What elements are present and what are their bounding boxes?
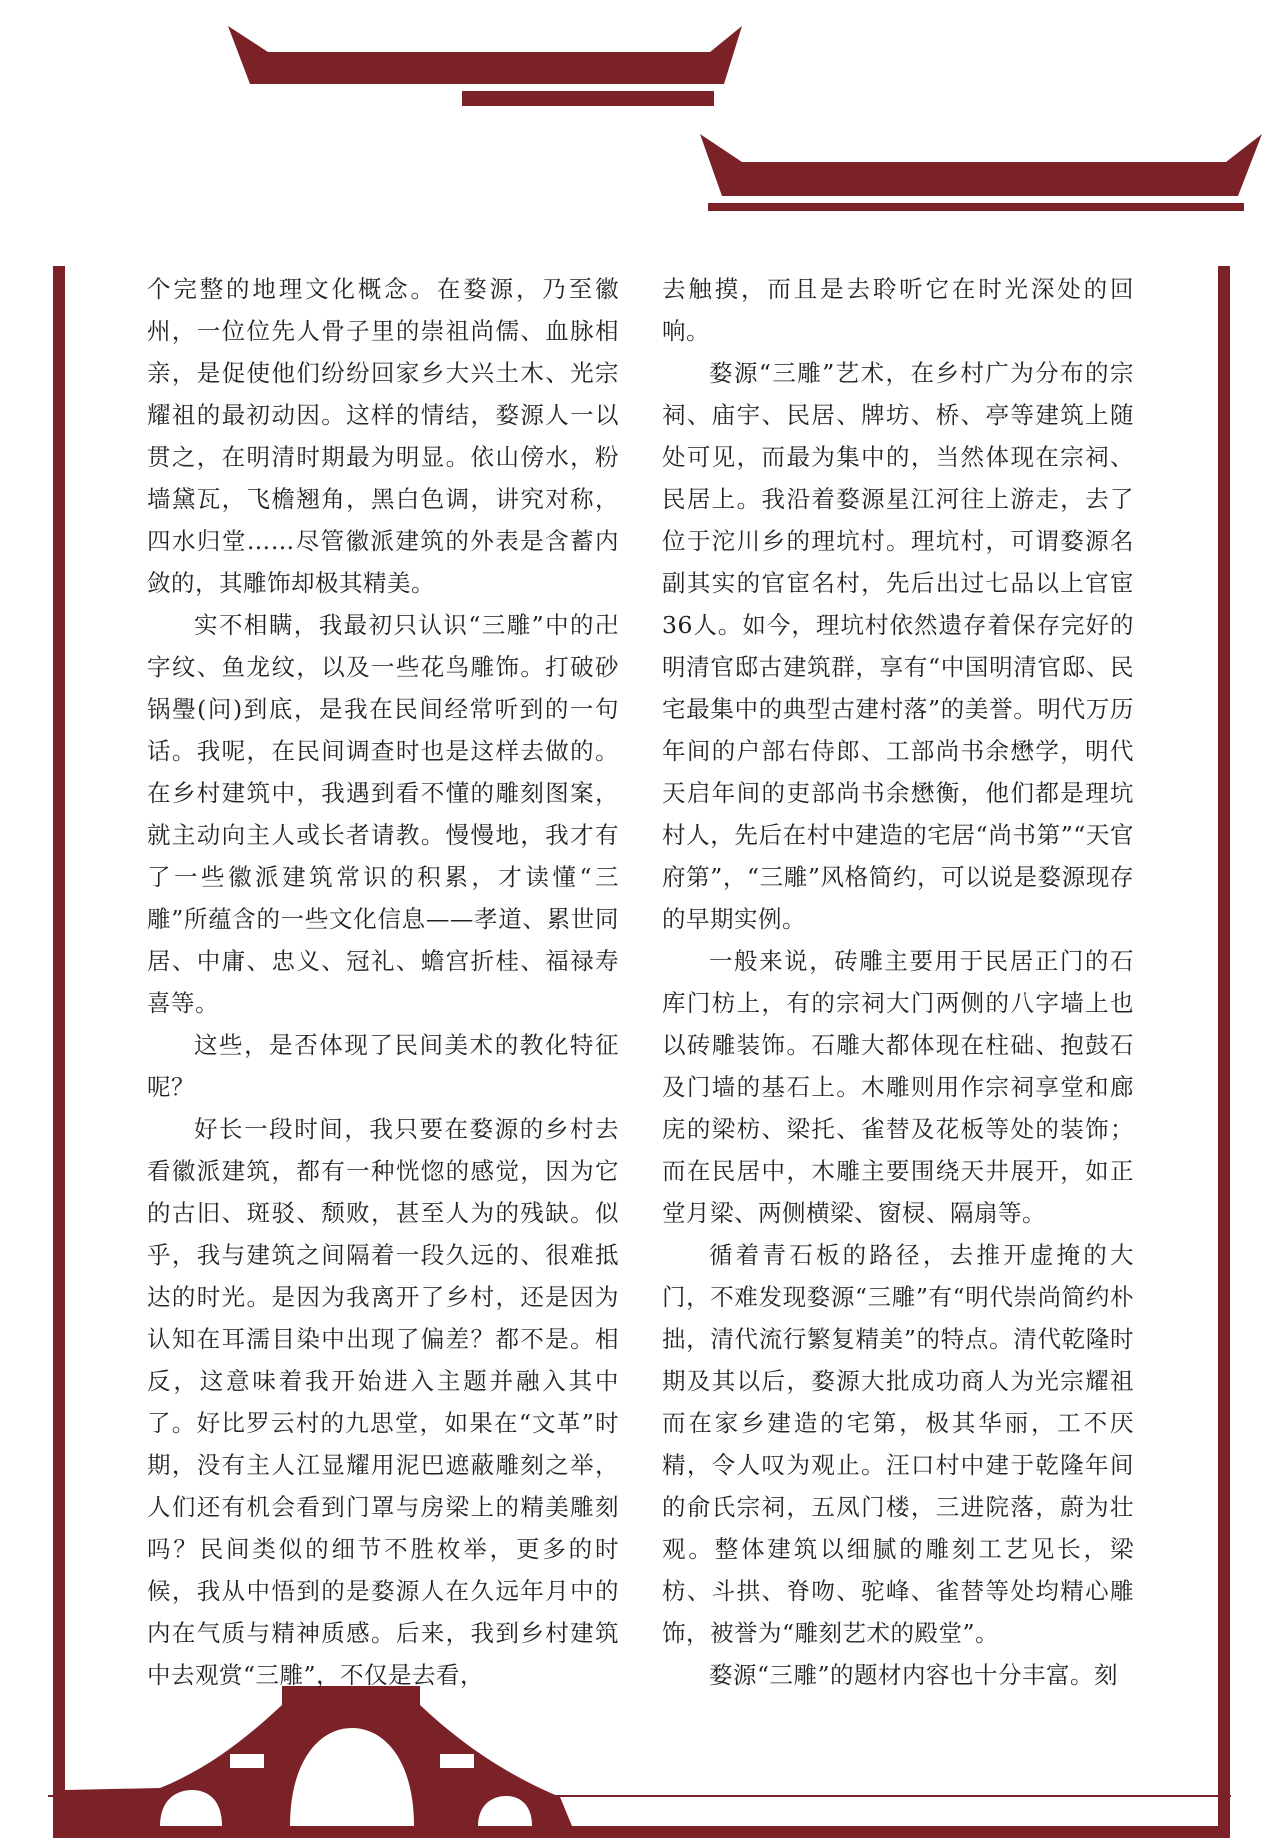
paragraph: 好长一段时间，我只要在婺源的乡村去看徽派建筑，都有一种恍惚的感觉，因为它的古旧、斑驳、颓败，甚至人为的残缺。似乎，我与建筑之间隔着一段久远的、很难抵达的时光。是因为我离开了乡村，还是因为认知在耳濡目染中出现了偏差？都不是。相反，这意味着我开始进入主题并融入其中了。好比罗云村的九思堂，如果在“文革”时期，没有主人江显耀用泥巴遮蔽雕刻之举，人们还有机会看到门罩与房梁上的精美雕刻吗？民间类似的细节不胜枚举，更多的时候，我从中悟到的是婺源人在久远年月中的内在气质与精神质感。后来，我到乡村建筑中去观赏“三雕”，不仅是去看， (147, 1115, 619, 1689)
paragraph: 个完整的地理文化概念。在婺源，乃至徽州，一位位先人骨子里的崇祖尚儒、血脉相亲，是促使他们纷纷回家乡大兴土木、光宗耀祖的最初动因。这样的情结，婺源人一以贯之，在明清时期最为明显。依山傍水，粉墙黛瓦，飞檐翘角，黑白色调，讲究对称，四水归堂……尽管徽派建筑的外表是含蓄内敛的，其雕饰却极其精美。 (147, 275, 619, 597)
roof-eave-right-icon (700, 134, 1262, 211)
paragraph: 实不相瞒，我最初只认识“三雕”中的卍字纹、鱼龙纹，以及一些花鸟雕饰。打破砂锅璺(问)到底，是我在民间经常听到的一句话。我呢，在民间调查时也是这样去做的。在乡村建筑中，我遇到看不懂的雕刻图案，就主动向主人或长者请教。慢慢地，我才有了一些徽派建筑常识的积累，才读懂“三雕”所蕴含的一些文化信息——孝道、累世同居、中庸、忠义、冠礼、蟾宫折桂、福禄寿喜等。 (147, 611, 619, 1017)
paragraph: 婺源“三雕”的题材内容也十分丰富。刻 (709, 1661, 1119, 1689)
stone-arch-bridge-icon (65, 1686, 572, 1826)
paragraph: 一般来说，砖雕主要用于民居正门的石库门枋上，有的宗祠大门两侧的八字墙上也以砖雕装饰。石雕大都体现在柱础、抱鼓石及门墙的基石上。木雕则用作宗祠享堂和廊庑的梁枋、梁托、雀替及花板等处的装饰；而在民居中，木雕主要围绕天井展开，如正堂月梁、两侧横梁、窗棂、隔扇等。 (662, 947, 1134, 1227)
paragraph: 这些，是否体现了民间美术的教化特征呢？ (147, 1031, 619, 1101)
roof-eave-left-icon (228, 26, 742, 106)
paragraph: 去触摸，而且是去聆听它在时光深处的回响。 (662, 275, 1134, 345)
text-column-left (147, 268, 619, 1696)
paragraph: 循着青石板的路径，去推开虚掩的大门，不难发现婺源“三雕”有“明代崇尚简约朴拙，清代流行繁复精美”的特点。清代乾隆时期及其以后，婺源大批成功商人为光宗耀祖而在家乡建造的宅第，极其华丽，工不厌精，令人叹为观止。汪口村中建于乾隆年间的俞氏宗祠，五凤门楼，三进院落，蔚为壮观。整体建筑以细腻的雕刻工艺见长，梁枋、斗拱、脊吻、驼峰、雀替等处均精心雕饰，被誉为“雕刻艺术的殿堂”。 (662, 1241, 1134, 1647)
paragraph: 婺源“三雕”艺术，在乡村广为分布的宗祠、庙宇、民居、牌坊、桥、亭等建筑上随处可见，而最为集中的，当然体现在宗祠、民居上。我沿着婺源星江河往上游走，去了位于沱川乡的理坑村。理坑村，可谓婺源名副其实的官宦名村，先后出过七品以上官宦36人。如今，理坑村依然遗存着保存完好的明清官邸古建筑群，享有“中国明清官邸、民宅最集中的典型古建村落”的美誉。明代万历年间的户部右侍郎、工部尚书余懋学，明代天启年间的吏部尚书余懋衡，他们都是理坑村人，先后在村中建造的宅居“尚书第”“天官府第”，“三雕”风格简约，可以说是婺源现存的早期实例。 (662, 359, 1134, 933)
text-column-right (662, 268, 1134, 1696)
